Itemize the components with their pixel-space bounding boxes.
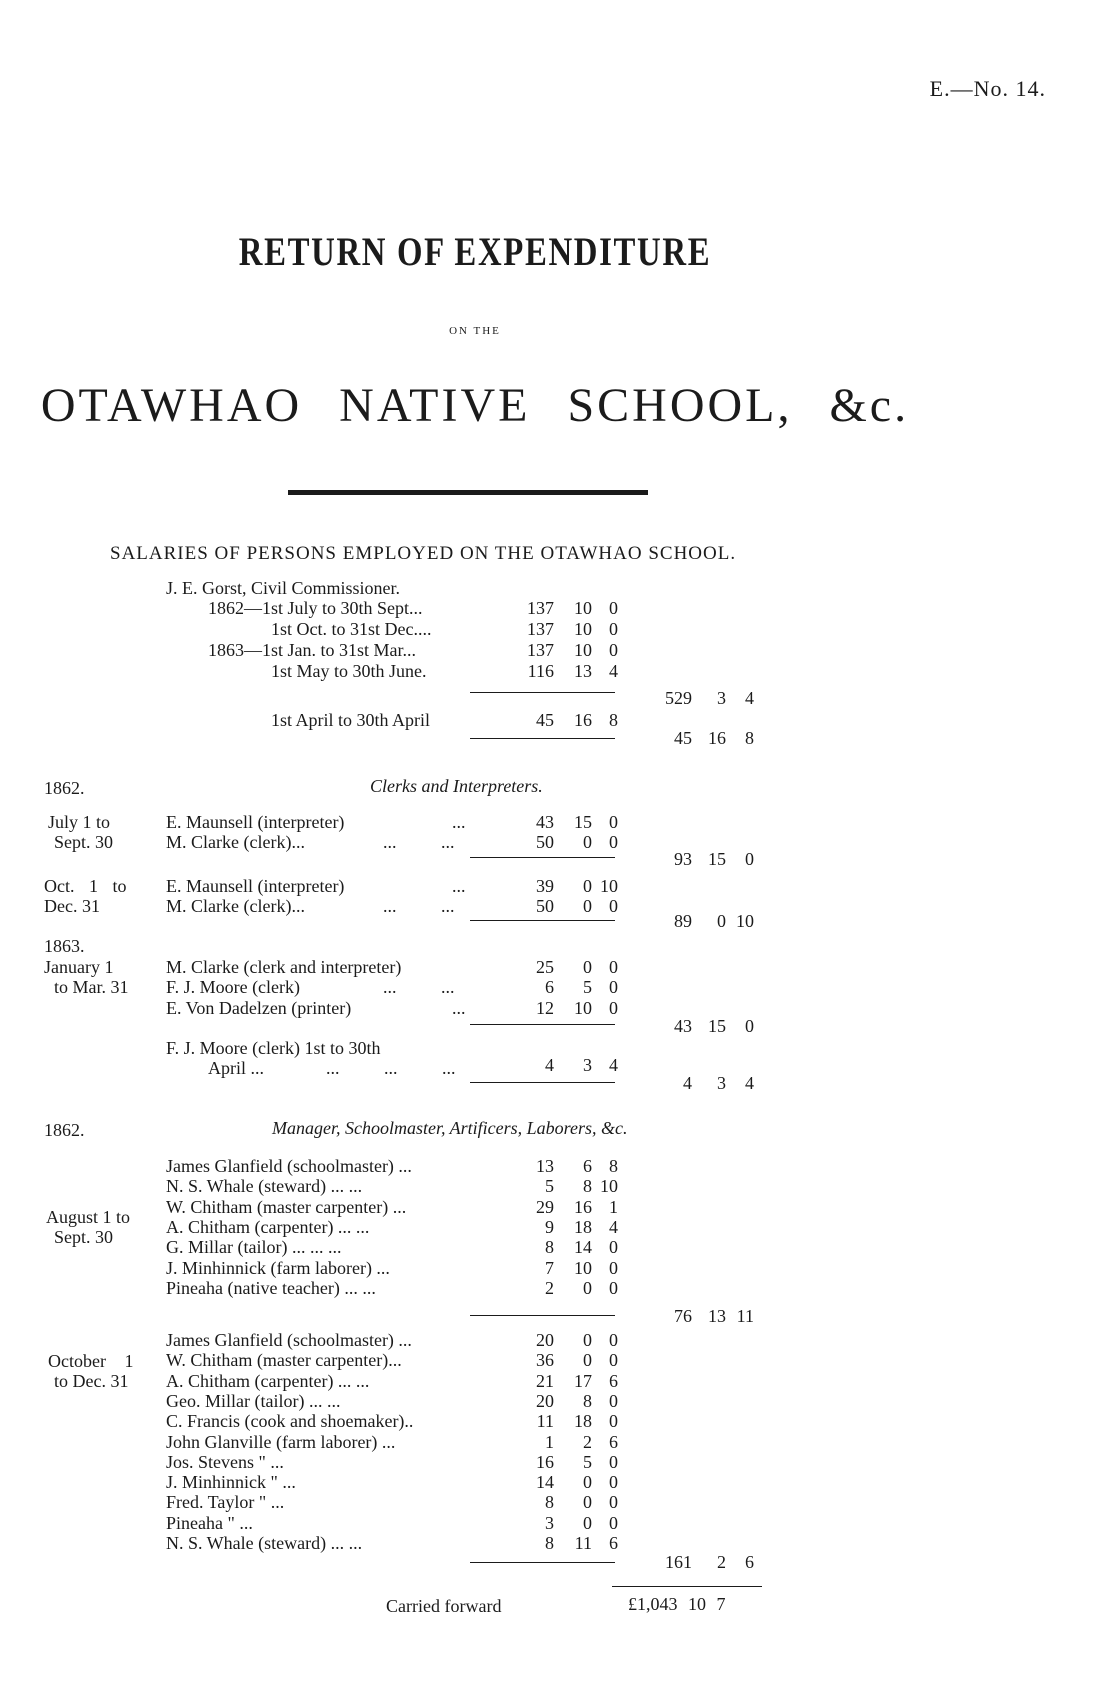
amount-shillings: 14 [574, 1237, 592, 1258]
amount-pounds: 2 [545, 1277, 554, 1298]
amount-shillings: 0 [583, 896, 592, 916]
amount-pounds: 7 [545, 1257, 554, 1278]
amount-pence: 0 [609, 1390, 618, 1411]
amount-shillings: 0 [583, 1492, 592, 1513]
period-label: Sept. 30 [54, 1227, 114, 1247]
amount-shillings: 0 [583, 876, 592, 896]
amount-pence: 0 [609, 598, 618, 618]
entry-name: April ... [208, 1058, 264, 1078]
subtotal-rule [470, 692, 615, 693]
gorst-row-label: 1863—1st Jan. to 31st Mar... [208, 640, 417, 660]
subtotal-rule [470, 1315, 615, 1316]
year-label: 1862. [44, 778, 85, 798]
amount-pounds: 20 [536, 1330, 554, 1350]
amount-shillings: 5 [583, 977, 592, 997]
amount-pounds: 8 [545, 1492, 554, 1513]
amount-pounds: 137 [527, 598, 554, 618]
entry-name: Fred. Taylor " ... [166, 1492, 285, 1513]
entry-name: F. J. Moore (clerk) [166, 977, 301, 997]
amount-pence: 0 [609, 1411, 618, 1432]
total-shillings: 15 [708, 849, 726, 869]
entry-name: E. Von Dadelzen (printer) [166, 998, 352, 1018]
period-label: January 1 [44, 957, 114, 977]
entry-name: W. Chitham (master carpenter) ... [166, 1196, 407, 1217]
amount-pence: 4 [609, 1216, 618, 1237]
entry-name: E. Maunsell (interpreter) [166, 876, 345, 896]
amount-shillings: 10 [574, 619, 592, 639]
amount-shillings: 10 [574, 998, 592, 1018]
total-pence: 0 [745, 849, 754, 869]
entry-name: M. Clarke (clerk)... [166, 896, 305, 916]
entry-dots: ... [452, 998, 466, 1018]
subtotal-rule [470, 1082, 615, 1083]
total-shillings: 13 [708, 1306, 726, 1326]
amount-pounds: 137 [527, 619, 554, 639]
amount-pounds: 137 [527, 640, 554, 660]
amount-shillings: 5 [583, 1451, 592, 1472]
amount-pence: 4 [609, 661, 618, 681]
entry-name: A. Chitham (carpenter) ... ... [166, 1216, 370, 1237]
amount-pence: 0 [609, 1350, 618, 1371]
total-shillings: 16 [708, 728, 726, 748]
amount-pence: 0 [609, 1277, 618, 1298]
gorst-row-label: 1st May to 30th June. [271, 661, 427, 681]
period-label: October 1 [48, 1351, 134, 1371]
total-pence: 10 [736, 911, 754, 931]
amount-pence: 0 [609, 957, 618, 977]
total-pence: 6 [745, 1552, 754, 1572]
amount-shillings: 8 [583, 1176, 592, 1197]
entry-dots: ... ... [383, 896, 455, 916]
amount-pence: 0 [609, 1330, 618, 1350]
amount-pounds: 20 [536, 1390, 554, 1411]
amount-pence: 8 [609, 710, 618, 730]
subtotal-rule [470, 738, 615, 739]
amount-pence: 10 [600, 876, 618, 896]
amount-shillings: 0 [583, 832, 592, 852]
total-pounds: 43 [674, 1016, 692, 1036]
amount-shillings: 0 [583, 957, 592, 977]
period-label: Dec. 31 [44, 896, 100, 916]
subtotal-rule [470, 1562, 615, 1563]
amount-shillings: 15 [574, 812, 592, 832]
total-pence: 11 [736, 1306, 754, 1326]
amount-shillings: 6 [583, 1156, 592, 1176]
amount-shillings: 0 [583, 1277, 592, 1298]
total-rule [612, 1586, 762, 1587]
entry-name: N. S. Whale (steward) ... ... [166, 1176, 363, 1197]
entry-name: A. Chitham (carpenter) ... ... [166, 1370, 370, 1391]
amount-shillings: 16 [574, 710, 592, 730]
amount-pounds: 50 [536, 832, 554, 852]
total-pounds: 529 [665, 688, 692, 708]
amount-pence: 1 [609, 1196, 618, 1217]
section-heading: SALARIES OF PERSONS EMPLOYED ON THE OTAWHAO SCHOOL. [110, 543, 737, 564]
entry-dots: ... ... ... [326, 1058, 456, 1078]
amount-pounds: 45 [536, 710, 554, 730]
total-shillings: 0 [717, 911, 726, 931]
amount-pounds: 12 [536, 998, 554, 1018]
amount-shillings: 17 [574, 1370, 592, 1391]
amount-pence: 6 [609, 1533, 618, 1553]
amount-shillings: 11 [574, 1533, 592, 1553]
amount-pence: 0 [609, 1512, 618, 1533]
amount-pounds: 36 [536, 1350, 554, 1371]
amount-pence: 4 [609, 1055, 618, 1075]
total-pence: 4 [745, 1073, 754, 1093]
amount-pence: 0 [609, 1237, 618, 1258]
period-label: Sept. 30 [54, 832, 114, 852]
amount-shillings: 16 [574, 1196, 592, 1217]
amount-shillings: 2 [583, 1431, 592, 1452]
amount-shillings: 0 [583, 1330, 592, 1350]
entry-name: E. Maunsell (interpreter) [166, 812, 345, 832]
amount-pence: 0 [609, 832, 618, 852]
period-label: to Mar. 31 [54, 977, 129, 997]
entry-name: John Glanville (farm laborer) ... [166, 1431, 396, 1452]
entry-dots: ... [452, 876, 466, 896]
carried-forward-label: Carried forward [386, 1596, 502, 1616]
amount-pounds: 50 [536, 896, 554, 916]
amount-pence: 0 [609, 896, 618, 916]
entry-name: Pineaha (native teacher) ... ... [166, 1277, 376, 1298]
entry-name: Geo. Millar (tailor) ... ... [166, 1390, 341, 1411]
amount-shillings: 10 [574, 598, 592, 618]
carried-forward-amount: £1,043 10 7 [628, 1594, 726, 1614]
amount-shillings: 0 [583, 1512, 592, 1533]
amount-pounds: 11 [536, 1411, 554, 1432]
entry-name: James Glanfield (schoolmaster) ... [166, 1156, 412, 1176]
period-label: July 1 to [48, 812, 111, 832]
amount-pounds: 16 [536, 1451, 554, 1472]
year-label: 1862. [44, 1120, 85, 1140]
entry-name: M. Clarke (clerk and interpreter) [166, 957, 402, 977]
amount-pence: 0 [609, 640, 618, 660]
amount-pence: 0 [609, 1492, 618, 1513]
amount-pounds: 14 [536, 1472, 554, 1493]
amount-pence: 0 [609, 812, 618, 832]
amount-pounds: 116 [527, 661, 554, 681]
amount-shillings: 0 [583, 1472, 592, 1493]
amount-shillings: 10 [574, 640, 592, 660]
period-label: August 1 to [46, 1207, 131, 1227]
amount-pounds: 1 [545, 1431, 554, 1452]
amount-pounds: 43 [536, 812, 554, 832]
subtotal-rule [470, 857, 615, 858]
total-pounds: 93 [674, 849, 692, 869]
total-pence: 0 [745, 1016, 754, 1036]
total-shillings: 3 [717, 1073, 726, 1093]
total-shillings: 3 [717, 688, 726, 708]
title-divider-rule [288, 490, 648, 495]
amount-pence: 0 [609, 998, 618, 1018]
amount-shillings: 18 [574, 1411, 592, 1432]
total-pence: 8 [745, 728, 754, 748]
entry-name: N. S. Whale (steward) ... ... [166, 1533, 363, 1553]
amount-pounds: 6 [545, 977, 554, 997]
gorst-april-label: 1st April to 30th April [271, 710, 431, 730]
entry-dots: ... [452, 812, 466, 832]
entry-name: G. Millar (tailor) ... ... ... [166, 1237, 342, 1258]
total-pence: 4 [745, 688, 754, 708]
entry-name: F. J. Moore (clerk) 1st to 30th [166, 1038, 381, 1058]
entry-name: J. Minhinnick " ... [166, 1472, 296, 1493]
amount-shillings: 0 [583, 1350, 592, 1371]
entry-name: James Glanfield (schoolmaster) ... [166, 1330, 412, 1350]
title-on-the: ON THE [449, 325, 501, 337]
amount-shillings: 13 [574, 661, 592, 681]
entry-name: Jos. Stevens " ... [166, 1451, 284, 1472]
total-pounds: 161 [665, 1552, 692, 1572]
amount-pence: 6 [609, 1370, 618, 1391]
year-label: 1863. [44, 936, 85, 956]
amount-pounds: 39 [536, 876, 554, 896]
amount-pounds: 5 [545, 1176, 554, 1197]
amount-pence: 0 [609, 1472, 618, 1493]
amount-pounds: 21 [536, 1370, 554, 1391]
document-reference: E.—No. 14. [929, 76, 1046, 101]
total-pounds: 45 [674, 728, 692, 748]
gorst-row-label: 1862—1st July to 30th Sept... [208, 598, 423, 618]
amount-pounds: 9 [545, 1216, 554, 1237]
title-school-name: OTAWHAO NATIVE SCHOOL, &c. [40, 379, 910, 432]
total-pounds: 4 [683, 1073, 692, 1093]
clerks-heading: Clerks and Interpreters. [370, 776, 543, 796]
amount-pounds: 29 [536, 1196, 554, 1217]
entry-name: Pineaha " ... [166, 1512, 253, 1533]
entry-dots: ... ... [383, 977, 455, 997]
total-shillings: 15 [708, 1016, 726, 1036]
amount-pence: 0 [609, 1451, 618, 1472]
entry-name: J. Minhinnick (farm laborer) ... [166, 1257, 390, 1278]
amount-pence: 0 [609, 1257, 618, 1278]
amount-pence: 6 [609, 1431, 618, 1452]
amount-pounds: 25 [536, 957, 554, 977]
amount-pence: 0 [609, 619, 618, 639]
total-shillings: 2 [717, 1552, 726, 1572]
amount-pounds: 8 [545, 1237, 554, 1258]
amount-pence: 0 [609, 977, 618, 997]
entry-name: M. Clarke (clerk)... [166, 832, 305, 852]
amount-pounds: 3 [545, 1512, 554, 1533]
amount-shillings: 18 [574, 1216, 592, 1237]
total-pounds: 89 [674, 911, 692, 931]
total-pounds: 76 [674, 1306, 692, 1326]
amount-shillings: 10 [574, 1257, 592, 1278]
entry-name: W. Chitham (master carpenter)... [166, 1350, 402, 1371]
amount-pence: 8 [609, 1156, 618, 1176]
gorst-row-label: 1st Oct. to 31st Dec.... [271, 619, 432, 639]
amount-pounds: 8 [545, 1533, 554, 1553]
title-return-of-expenditure: RETURN OF EXPENDITURE [238, 229, 712, 274]
amount-shillings: 3 [583, 1055, 592, 1075]
period-label: to Dec. 31 [54, 1371, 129, 1391]
amount-pounds: 13 [536, 1156, 554, 1176]
gorst-name: J. E. Gorst, Civil Commissioner. [166, 578, 401, 598]
amount-shillings: 8 [583, 1390, 592, 1411]
amount-pounds: 4 [545, 1055, 554, 1075]
subtotal-rule [470, 920, 615, 921]
subtotal-rule [470, 1024, 615, 1025]
manager-heading: Manager, Schoolmaster, Artificers, Laborers, &c. [272, 1118, 628, 1138]
entry-dots: ... ... [383, 832, 455, 852]
period-label: Oct. 1 to [44, 876, 127, 896]
entry-name: C. Francis (cook and shoemaker).. [166, 1411, 414, 1432]
amount-pence: 10 [600, 1176, 618, 1197]
